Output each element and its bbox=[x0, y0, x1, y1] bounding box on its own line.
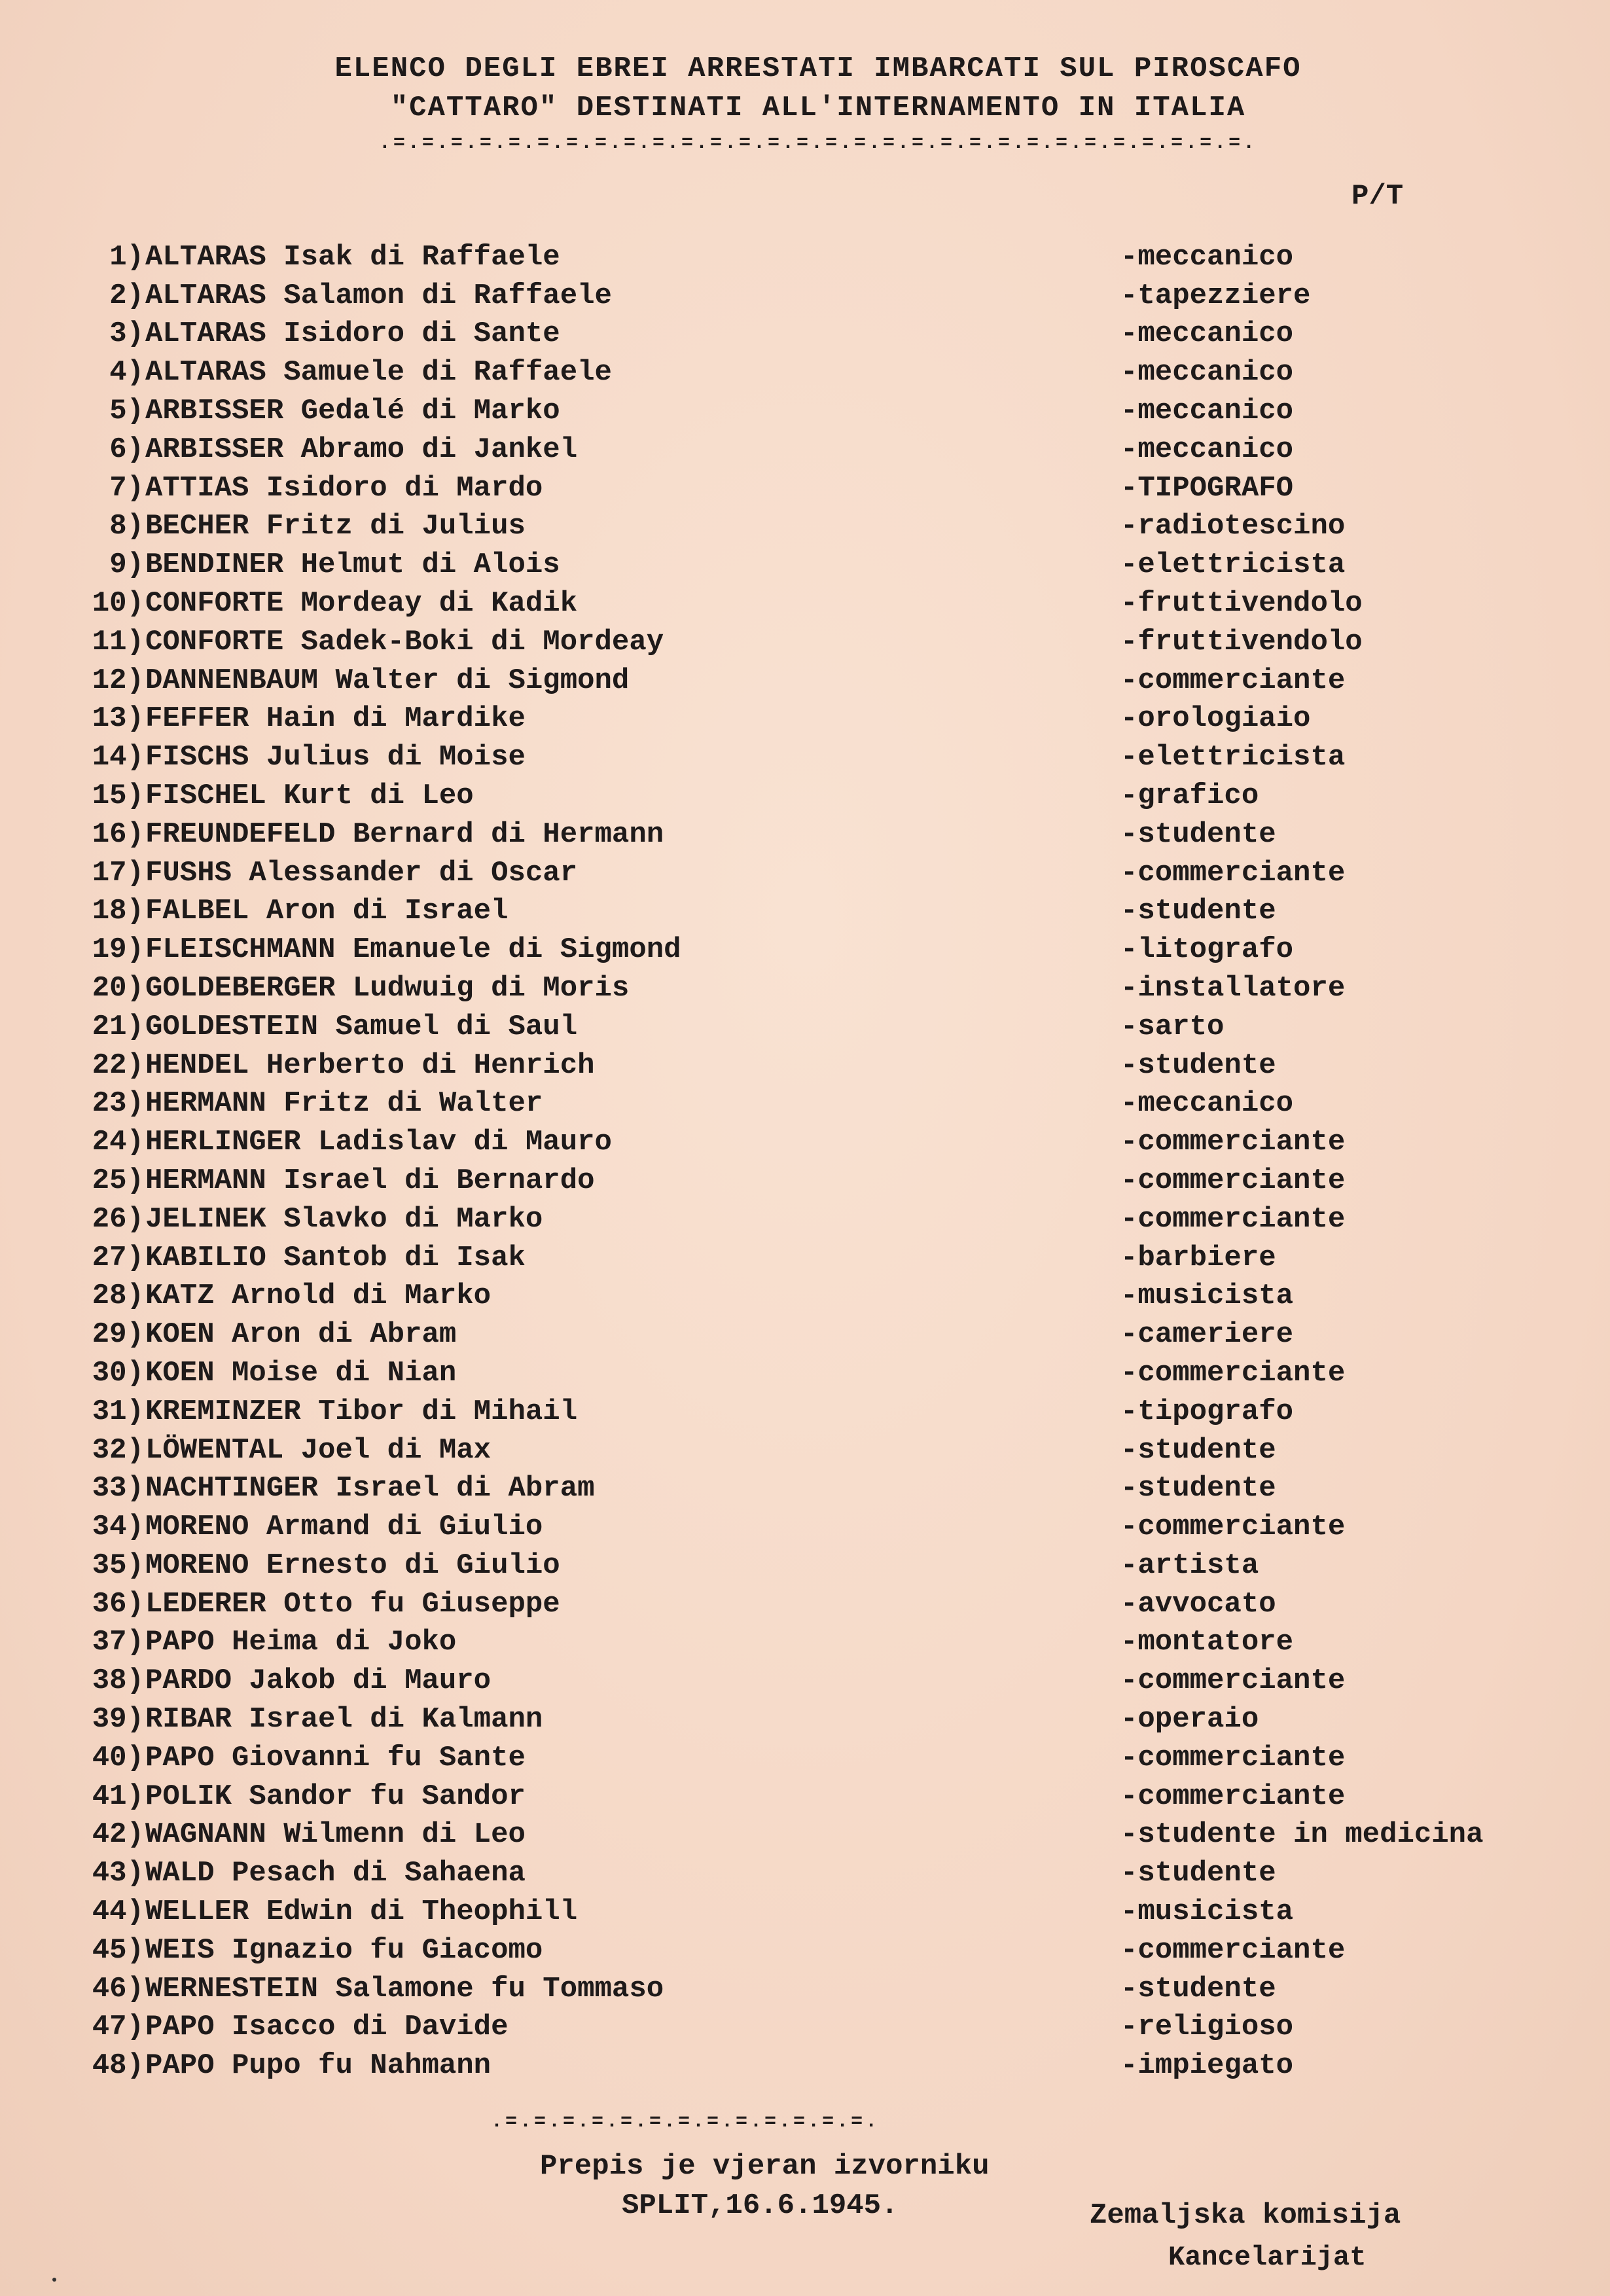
list-item bbox=[72, 1621, 1577, 1660]
entry-number: 5) bbox=[109, 394, 144, 427]
list-item bbox=[72, 1967, 1577, 2006]
entry-number: 19) bbox=[92, 933, 144, 967]
list-item bbox=[72, 236, 1577, 274]
entry-name: HERLINGER Ladislav di Mauro bbox=[145, 1126, 612, 1159]
entry-name: ALTARAS Isak di Raffaele bbox=[145, 240, 560, 274]
entry-occupation: -tapezziere bbox=[1120, 279, 1311, 312]
list-item bbox=[72, 1698, 1577, 1736]
entry-name: KOEN Aron di Abram bbox=[145, 1318, 457, 1352]
list-item bbox=[72, 1390, 1577, 1429]
entry-name: KABILIO Santob di Isak bbox=[145, 1241, 526, 1274]
entry-occupation: -studente bbox=[1120, 1433, 1276, 1467]
commission-name: Zemaljska komisija bbox=[1090, 2199, 1401, 2232]
list-item bbox=[72, 1352, 1577, 1390]
entry-number: 36) bbox=[92, 1587, 144, 1621]
entry-name: ARBISSER Abramo di Jankel bbox=[145, 433, 578, 466]
list-item bbox=[72, 698, 1577, 736]
entry-occupation: -sarto bbox=[1120, 1010, 1225, 1043]
entry-occupation: -artista bbox=[1120, 1549, 1259, 1582]
entry-name: PAPO Heima di Joko bbox=[145, 1626, 457, 1659]
document-header bbox=[196, 49, 1440, 156]
entry-number: 32) bbox=[92, 1433, 144, 1467]
entry-number: 45) bbox=[92, 1933, 144, 1967]
entry-occupation: -elettricista bbox=[1120, 741, 1346, 774]
entry-occupation: -commerciante bbox=[1120, 1164, 1346, 1197]
arrest-list bbox=[72, 236, 1577, 2083]
entry-number: 38) bbox=[92, 1664, 144, 1698]
footer-separator: .=.=.=.=.=.=.=.=.=.=.=.=.=. bbox=[491, 2111, 880, 2133]
entry-name: PAPO Isacco di Davide bbox=[145, 2011, 509, 2044]
entry-occupation: -studente bbox=[1120, 1472, 1276, 1505]
entry-number: 10) bbox=[92, 586, 144, 620]
list-item bbox=[72, 351, 1577, 389]
list-item bbox=[72, 543, 1577, 582]
list-item bbox=[72, 1236, 1577, 1275]
entry-name: FREUNDEFELD Bernard di Hermann bbox=[145, 817, 664, 851]
list-item bbox=[72, 1159, 1577, 1198]
entry-occupation: -litografo bbox=[1120, 933, 1294, 967]
entry-occupation: -studente bbox=[1120, 1972, 1276, 2005]
entry-name: NACHTINGER Israel di Abram bbox=[145, 1472, 595, 1505]
entry-occupation: -studente bbox=[1120, 895, 1276, 928]
entry-name: WELLER Edwin di Theophill bbox=[145, 1895, 578, 1929]
entry-number: 42) bbox=[92, 1818, 144, 1852]
entry-name: RIBAR Israel di Kalmann bbox=[145, 1703, 543, 1736]
entry-occupation: -fruttivendolo bbox=[1120, 625, 1363, 658]
entry-number: 31) bbox=[92, 1395, 144, 1428]
entry-name: POLIK Sandor fu Sandor bbox=[145, 1780, 526, 1813]
entry-name: PARDO Jakob di Mauro bbox=[145, 1664, 492, 1698]
entry-occupation: -fruttivendolo bbox=[1120, 586, 1363, 620]
entry-name: WERNESTEIN Salamone fu Tommaso bbox=[145, 1972, 664, 2005]
entry-number: 23) bbox=[92, 1087, 144, 1121]
list-item bbox=[72, 1544, 1577, 1583]
list-item bbox=[72, 2044, 1577, 2083]
entry-occupation: -commerciante bbox=[1120, 1664, 1346, 1698]
ink-dot bbox=[52, 2278, 56, 2282]
entry-number: 11) bbox=[92, 625, 144, 658]
page-turn-mark: P/T bbox=[1351, 180, 1404, 213]
entry-name: DANNENBAUM Walter di Sigmond bbox=[145, 664, 630, 697]
entry-occupation: -commerciante bbox=[1120, 856, 1346, 889]
list-item bbox=[72, 1083, 1577, 1121]
list-item bbox=[72, 1583, 1577, 1621]
list-item bbox=[72, 1429, 1577, 1467]
chancery-name: Kancelarijat bbox=[1168, 2242, 1367, 2273]
entry-name: ALTARAS Samuele di Raffaele bbox=[145, 356, 612, 389]
entry-occupation: -meccanico bbox=[1120, 240, 1294, 274]
entry-name: PAPO Pupo fu Nahmann bbox=[145, 2049, 492, 2083]
entry-occupation: -elettricista bbox=[1120, 548, 1346, 582]
entry-number: 29) bbox=[92, 1318, 144, 1352]
entry-occupation: -meccanico bbox=[1120, 317, 1294, 351]
list-item bbox=[72, 313, 1577, 351]
entry-number: 40) bbox=[92, 1741, 144, 1774]
entry-occupation: -meccanico bbox=[1120, 356, 1294, 389]
entry-occupation: -montatore bbox=[1120, 1626, 1294, 1659]
entry-occupation: -commerciante bbox=[1120, 664, 1346, 697]
entry-occupation: -orologiaio bbox=[1120, 702, 1311, 736]
entry-occupation: -operaio bbox=[1120, 1703, 1259, 1736]
entry-occupation: -musicista bbox=[1120, 1280, 1294, 1313]
entry-number: 13) bbox=[92, 702, 144, 736]
entry-number: 6) bbox=[109, 433, 144, 466]
list-item bbox=[72, 1467, 1577, 1506]
entry-number: 41) bbox=[92, 1780, 144, 1813]
entry-name: LÖWENTAL Joel di Max bbox=[145, 1433, 492, 1467]
entry-occupation: -commerciante bbox=[1120, 1741, 1346, 1774]
entry-name: FEFFER Hain di Mardike bbox=[145, 702, 526, 736]
entry-name: WALD Pesach di Sahaena bbox=[145, 1857, 526, 1890]
entry-name: KOEN Moise di Nian bbox=[145, 1356, 457, 1390]
list-item bbox=[72, 852, 1577, 890]
list-item bbox=[72, 736, 1577, 774]
entry-name: BENDINER Helmut di Alois bbox=[145, 548, 560, 582]
header-separator: .=.=.=.=.=.=.=.=.=.=.=.=.=.=.=.=.=.=.=.=.=.=.=.=.=.=.=.=.=.=. bbox=[378, 132, 1258, 154]
entry-name: MORENO Armand di Giulio bbox=[145, 1511, 543, 1544]
list-item bbox=[72, 1198, 1577, 1236]
entry-occupation: -studente in medicina bbox=[1120, 1818, 1484, 1852]
entry-number: 8) bbox=[109, 510, 144, 543]
list-item bbox=[72, 1044, 1577, 1083]
entry-number: 12) bbox=[92, 664, 144, 697]
entry-occupation: -radiotescino bbox=[1120, 510, 1346, 543]
entry-name: HERMANN Israel di Bernardo bbox=[145, 1164, 595, 1197]
entry-name: HENDEL Herberto di Henrich bbox=[145, 1049, 595, 1082]
entry-number: 1) bbox=[109, 240, 144, 274]
entry-occupation: -studente bbox=[1120, 817, 1276, 851]
list-item bbox=[72, 1005, 1577, 1044]
list-item bbox=[72, 1929, 1577, 1967]
entry-number: 30) bbox=[92, 1356, 144, 1390]
list-item bbox=[72, 1890, 1577, 1929]
list-item bbox=[72, 505, 1577, 544]
list-item bbox=[72, 582, 1577, 620]
list-item bbox=[72, 1505, 1577, 1544]
list-item bbox=[72, 389, 1577, 428]
entry-occupation: -meccanico bbox=[1120, 433, 1294, 466]
entry-name: PAPO Giovanni fu Sante bbox=[145, 1741, 526, 1774]
entry-name: ARBISSER Gedalé di Marko bbox=[145, 394, 560, 427]
list-item bbox=[72, 1275, 1577, 1314]
entry-occupation: -barbiere bbox=[1120, 1241, 1276, 1274]
entry-name: ALTARAS Isidoro di Sante bbox=[145, 317, 560, 351]
entry-name: GOLDESTEIN Samuel di Saul bbox=[145, 1010, 578, 1043]
list-item bbox=[72, 774, 1577, 813]
entry-occupation: -commerciante bbox=[1120, 1202, 1346, 1236]
entry-number: 14) bbox=[92, 741, 144, 774]
title-line-1: ELENCO DEGLI EBREI ARRESTATI IMBARCATI SUL PIROSCAFO bbox=[334, 52, 1302, 85]
entry-name: FISCHEL Kurt di Leo bbox=[145, 779, 474, 812]
entry-number: 28) bbox=[92, 1280, 144, 1313]
entry-name: WEIS Ignazio fu Giacomo bbox=[145, 1933, 543, 1967]
entry-name: FISCHS Julius di Moise bbox=[145, 741, 526, 774]
list-item bbox=[72, 2006, 1577, 2045]
list-item bbox=[72, 813, 1577, 852]
entry-number: 16) bbox=[92, 817, 144, 851]
list-item bbox=[72, 467, 1577, 505]
entry-name: WAGNANN Wilmenn di Leo bbox=[145, 1818, 526, 1852]
list-item bbox=[72, 928, 1577, 967]
entry-name: FLEISCHMANN Emanuele di Sigmond bbox=[145, 933, 681, 967]
entry-number: 34) bbox=[92, 1511, 144, 1544]
list-item bbox=[72, 428, 1577, 467]
entry-name: KATZ Arnold di Marko bbox=[145, 1280, 492, 1313]
entry-number: 39) bbox=[92, 1703, 144, 1736]
entry-occupation: -impiegato bbox=[1120, 2049, 1294, 2083]
list-item bbox=[72, 620, 1577, 659]
list-item bbox=[72, 967, 1577, 1005]
entry-occupation: -installatore bbox=[1120, 971, 1346, 1005]
entry-occupation: -cameriere bbox=[1120, 1318, 1294, 1352]
entry-number: 24) bbox=[92, 1126, 144, 1159]
title-line-2: "CATTARO" DESTINATI ALL'INTERNAMENTO IN ITALIA bbox=[390, 92, 1246, 124]
certification-text: Prepis je vjeran izvorniku bbox=[540, 2150, 990, 2183]
entry-name: CONFORTE Sadek-Boki di Mordeay bbox=[145, 625, 664, 658]
entry-name: HERMANN Fritz di Walter bbox=[145, 1087, 543, 1121]
entry-number: 3) bbox=[109, 317, 144, 351]
entry-name: LEDERER Otto fu Giuseppe bbox=[145, 1587, 560, 1621]
list-item bbox=[72, 274, 1577, 313]
list-item bbox=[72, 1121, 1577, 1159]
entry-number: 37) bbox=[92, 1626, 144, 1659]
entry-occupation: -commerciante bbox=[1120, 1126, 1346, 1159]
list-item bbox=[72, 890, 1577, 929]
entry-occupation: -grafico bbox=[1120, 779, 1259, 812]
list-item bbox=[72, 1814, 1577, 1852]
entry-occupation: -TIPOGRAFO bbox=[1120, 471, 1294, 505]
list-item bbox=[72, 1775, 1577, 1814]
entry-number: 20) bbox=[92, 971, 144, 1005]
entry-number: 15) bbox=[92, 779, 144, 812]
entry-number: 2) bbox=[109, 279, 144, 312]
entry-occupation: -religioso bbox=[1120, 2011, 1294, 2044]
list-item bbox=[72, 1659, 1577, 1698]
entry-number: 46) bbox=[92, 1972, 144, 2005]
entry-name: FALBEL Aron di Israel bbox=[145, 895, 509, 928]
entry-number: 43) bbox=[92, 1857, 144, 1890]
entry-name: KREMINZER Tibor di Mihail bbox=[145, 1395, 578, 1428]
entry-number: 17) bbox=[92, 856, 144, 889]
entry-occupation: -meccanico bbox=[1120, 1087, 1294, 1121]
list-item bbox=[72, 1313, 1577, 1352]
entry-name: ALTARAS Salamon di Raffaele bbox=[145, 279, 612, 312]
entry-name: GOLDEBERGER Ludwuig di Moris bbox=[145, 971, 630, 1005]
entry-occupation: -musicista bbox=[1120, 1895, 1294, 1929]
entry-name: MORENO Ernesto di Giulio bbox=[145, 1549, 560, 1582]
entry-name: CONFORTE Mordeay di Kadik bbox=[145, 586, 578, 620]
entry-name: FUSHS Alessander di Oscar bbox=[145, 856, 578, 889]
entry-number: 26) bbox=[92, 1202, 144, 1236]
entry-number: 47) bbox=[92, 2011, 144, 2044]
place-and-date: SPLIT,16.6.1945. bbox=[622, 2189, 899, 2222]
entry-occupation: -meccanico bbox=[1120, 394, 1294, 427]
entry-name: ATTIAS Isidoro di Mardo bbox=[145, 471, 543, 505]
entry-number: 21) bbox=[92, 1010, 144, 1043]
list-item bbox=[72, 1852, 1577, 1890]
entry-number: 33) bbox=[92, 1472, 144, 1505]
entry-number: 9) bbox=[109, 548, 144, 582]
entry-number: 7) bbox=[109, 471, 144, 505]
entry-number: 18) bbox=[92, 895, 144, 928]
entry-occupation: -commerciante bbox=[1120, 1511, 1346, 1544]
entry-occupation: -commerciante bbox=[1120, 1780, 1346, 1813]
entry-occupation: -avvocato bbox=[1120, 1587, 1276, 1621]
entry-occupation: -studente bbox=[1120, 1049, 1276, 1082]
entry-number: 44) bbox=[92, 1895, 144, 1929]
entry-occupation: -commerciante bbox=[1120, 1356, 1346, 1390]
list-item bbox=[72, 659, 1577, 698]
entry-number: 22) bbox=[92, 1049, 144, 1082]
entry-name: JELINEK Slavko di Marko bbox=[145, 1202, 543, 1236]
entry-occupation: -tipografo bbox=[1120, 1395, 1294, 1428]
entry-number: 35) bbox=[92, 1549, 144, 1582]
entry-number: 25) bbox=[92, 1164, 144, 1197]
entry-occupation: -studente bbox=[1120, 1857, 1276, 1890]
entry-name: BECHER Fritz di Julius bbox=[145, 510, 526, 543]
entry-number: 4) bbox=[109, 356, 144, 389]
entry-number: 27) bbox=[92, 1241, 144, 1274]
entry-occupation: -commerciante bbox=[1120, 1933, 1346, 1967]
entry-number: 48) bbox=[92, 2049, 144, 2083]
list-item bbox=[72, 1736, 1577, 1775]
